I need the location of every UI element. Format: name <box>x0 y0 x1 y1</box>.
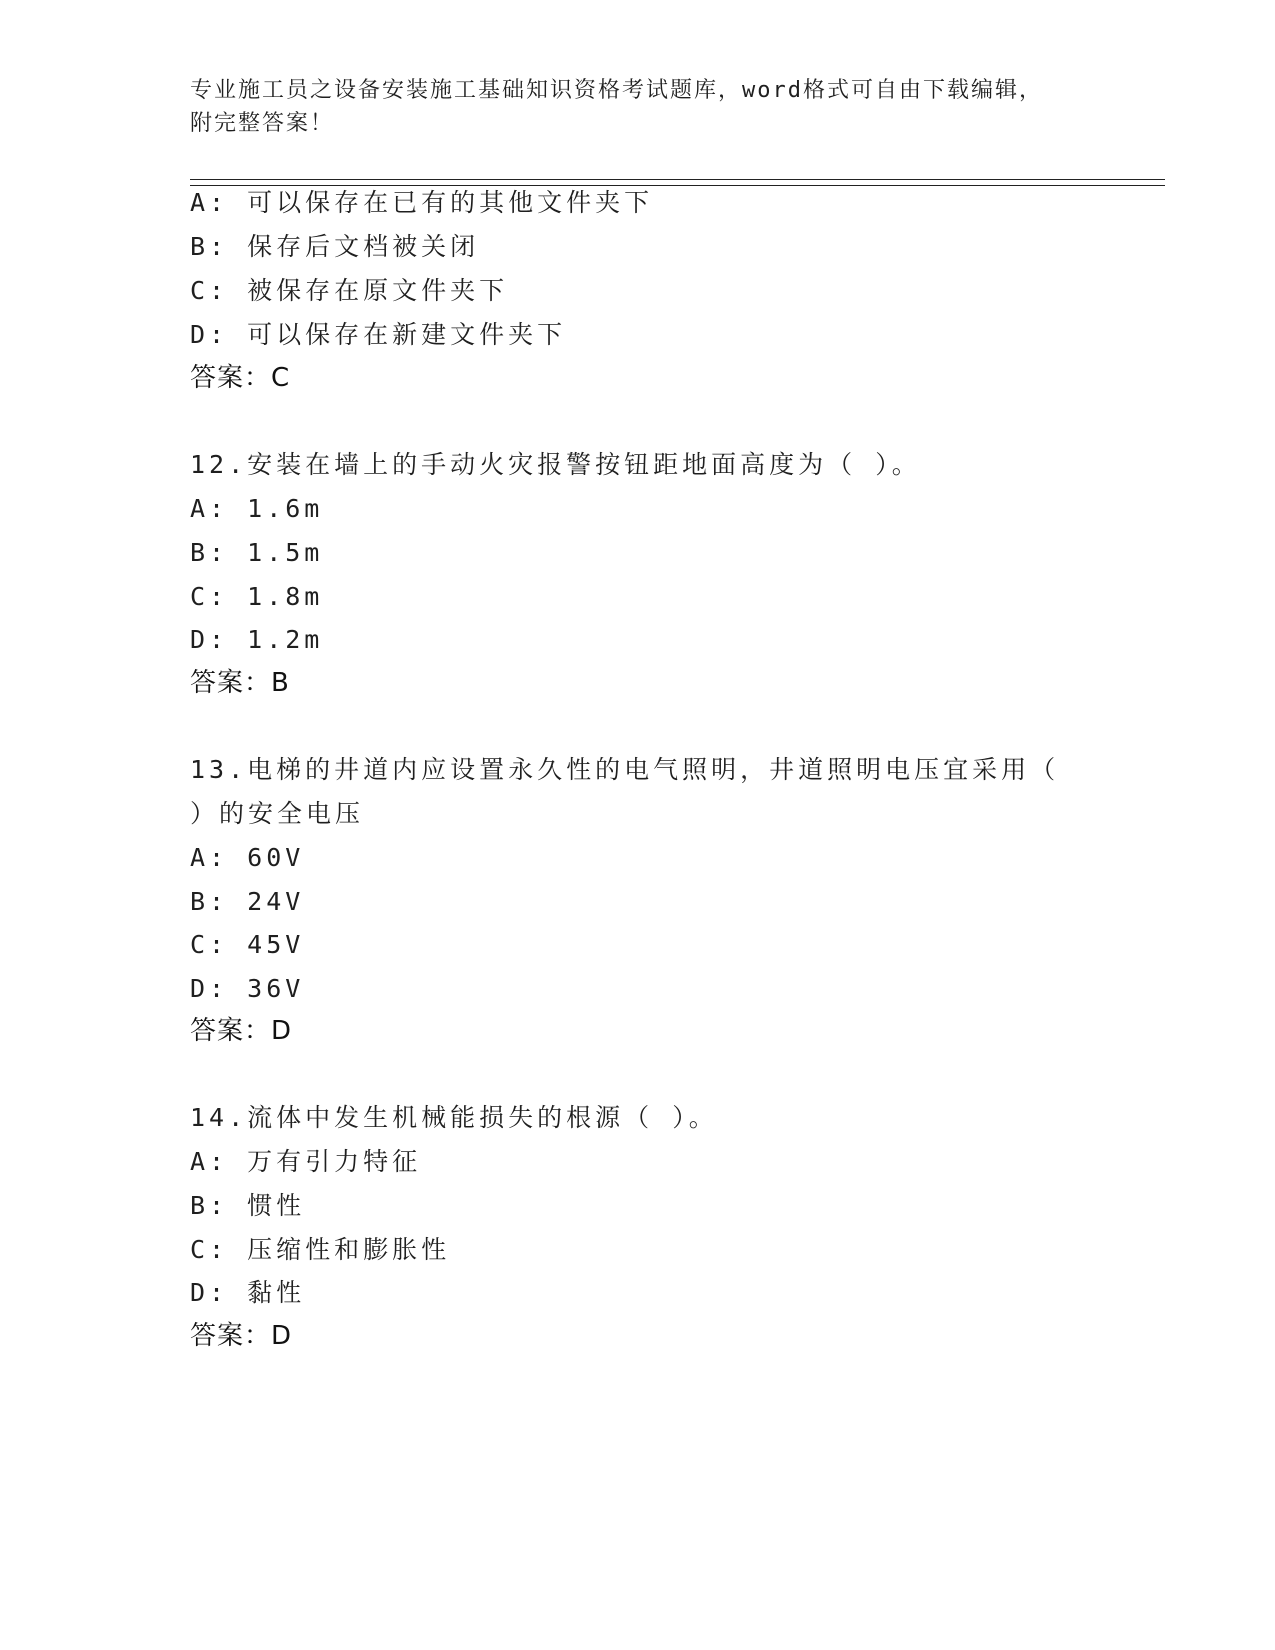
question-13-line-2: ）的安全电压 <box>190 799 365 828</box>
header-line-2: 附完整答案！ <box>190 111 335 136</box>
option-d: D: 可以保存在新建文件夹下 <box>190 320 567 349</box>
q14-option-d: D: 黏性 <box>190 1278 306 1307</box>
option-a: A: 可以保存在已有的其他文件夹下 <box>190 188 654 217</box>
header-line-1: 专业施工员之设备安装施工基础知识资格考试题库，word格式可自由下载编辑， <box>190 78 1043 103</box>
q13-option-a: A: 60V <box>190 843 305 872</box>
q14-option-a: A: 万有引力特征 <box>190 1147 422 1176</box>
header-divider-bottom <box>190 185 1165 186</box>
option-b: B: 保存后文档被关闭 <box>190 232 480 261</box>
q13-option-b: B: 24V <box>190 887 305 916</box>
q13-answer: 答案：D <box>190 1016 293 1046</box>
q12-option-c: C: 1.8m <box>190 582 324 611</box>
q12-option-d: D: 1.2m <box>190 625 324 654</box>
q14-answer: 答案：D <box>190 1321 293 1351</box>
q14-option-c: C: 压缩性和膨胀性 <box>190 1235 451 1264</box>
question-13-line-1: 13.电梯的井道内应设置永久性的电气照明，井道照明电压宜采用（ <box>190 755 1060 784</box>
question-14: 14.流体中发生机械能损失的根源（ ）。 <box>190 1103 718 1132</box>
q13-option-d: D: 36V <box>190 974 305 1003</box>
q12-option-a: A: 1.6m <box>190 494 324 523</box>
q13-option-c: C: 45V <box>190 930 305 959</box>
q12-option-b: B: 1.5m <box>190 538 324 567</box>
q12-answer: 答案：B <box>190 668 290 698</box>
q14-option-b: B: 惯性 <box>190 1191 306 1220</box>
question-12: 12.安装在墙上的手动火灾报警按钮距地面高度为（ ）。 <box>190 450 921 479</box>
option-c: C: 被保存在原文件夹下 <box>190 276 509 305</box>
answer-line: 答案：C <box>190 363 291 393</box>
document-header <box>190 74 1070 140</box>
header-divider-top <box>190 179 1165 180</box>
